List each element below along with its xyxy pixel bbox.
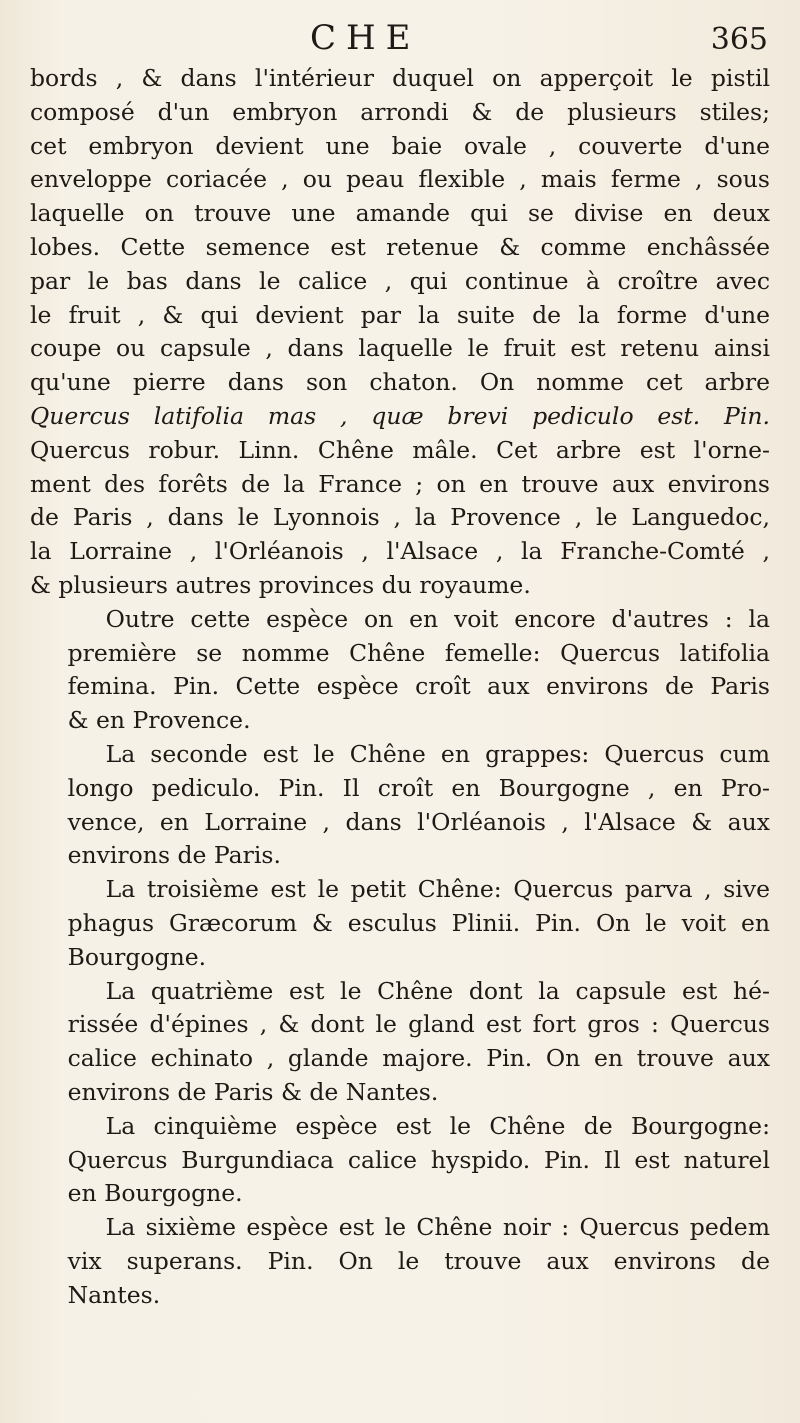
text-line: la Lorraine , l'Orléanois , l'Alsace , la Franche-Comté , [30, 537, 770, 566]
text-line: laquelle on trouve une amande qui se divise en deux [30, 199, 770, 228]
text-line: & en Provence. [67, 706, 251, 735]
text-line: environs de Paris & de Nantes. [67, 1077, 439, 1106]
text-line: ment des forêts de la France ; on en trouve aux environs [30, 469, 770, 498]
text-line: La quatrième est le Chêne dont la capsule est hé- [105, 976, 770, 1005]
text-line: par le bas dans le calice , qui continue à croître avec [30, 266, 770, 295]
paragraph-3 [30, 738, 770, 873]
running-head: CHE [310, 18, 421, 58]
text-line: femina. Pin. Cette espèce croît aux environs de Paris [67, 672, 770, 701]
paragraph-4 [30, 873, 770, 974]
text-line: coupe ou capsule , dans laquelle le fruit est retenu ainsi [30, 334, 770, 363]
text-line: Quercus Burgundiaca calice hyspido. Pin. Il est naturel [67, 1145, 770, 1174]
text-line: calice echinato , glande majore. Pin. On en trouve aux [67, 1044, 770, 1073]
text-line: enveloppe coriacée , ou peau flexible , mais ferme , sous [30, 165, 770, 194]
text-line: La troisième est le petit Chêne: Quercus parva , sive [105, 875, 770, 904]
text-line-italic: Quercus latifolia mas , quæ brevi pediculo est. Pin. [30, 401, 770, 430]
text-line: le fruit , & qui devient par la suite de la forme d'une [30, 300, 770, 329]
text-line: & plusieurs autres provinces du royaume. [30, 570, 531, 599]
text-line: La seconde est le Chêne en grappes: Quercus cum [105, 739, 770, 768]
text-line: phagus Græcorum & esculus Plinii. Pin. On le voit en [67, 908, 770, 937]
paragraph-6 [30, 1110, 770, 1211]
text-line: qu'une pierre dans son chaton. On nomme cet arbre [30, 368, 770, 397]
page-header [0, 18, 800, 62]
text-line: La cinquième espèce est le Chêne de Bourgogne: [105, 1111, 770, 1140]
paragraph-5 [30, 975, 770, 1110]
paragraph-2 [30, 603, 770, 738]
text-line: Nantes. [67, 1280, 161, 1309]
paragraph-7 [30, 1211, 770, 1312]
text-line: vix superans. Pin. On le trouve aux environs de [67, 1246, 770, 1275]
text-line: Bourgogne. [67, 942, 207, 971]
text-line: environs de Paris. [67, 841, 281, 870]
text-line: bords , & dans l'intérieur duquel on apperçoit le pistil [30, 64, 770, 92]
text-line: rissée d'épines , & dont le gland est fort gros : Quercus [67, 1010, 770, 1039]
text-line: La sixième espèce est le Chêne noir : Quercus pedem [105, 1213, 770, 1242]
text-line: Outre cette espèce on en voit encore d'autres : la [105, 604, 770, 633]
text-line: première se nomme Chêne femelle: Quercus latifolia [67, 638, 770, 667]
text-line: de Paris , dans le Lyonnois , la Provence , le Languedoc, [30, 503, 770, 532]
text-line: vence, en Lorraine , dans l'Orléanois , l'Alsace & aux [67, 807, 770, 836]
page-number: 365 [710, 22, 768, 57]
text-line: Quercus robur. Linn. Chêne mâle. Cet arbre est l'orne- [30, 435, 770, 464]
text-line: longo pediculo. Pin. Il croît en Bourgogne , en Pro- [67, 773, 770, 802]
text-line: cet embryon devient une baie ovale , couverte d'une [30, 131, 770, 160]
body-text [30, 62, 770, 1312]
text-line: composé d'un embryon arrondi & de plusieurs stiles; [30, 97, 770, 126]
paragraph-1 [30, 62, 770, 603]
text-line: lobes. Cette semence est retenue & comme enchâssée [30, 232, 770, 261]
text-line: en Bourgogne. [67, 1179, 243, 1208]
